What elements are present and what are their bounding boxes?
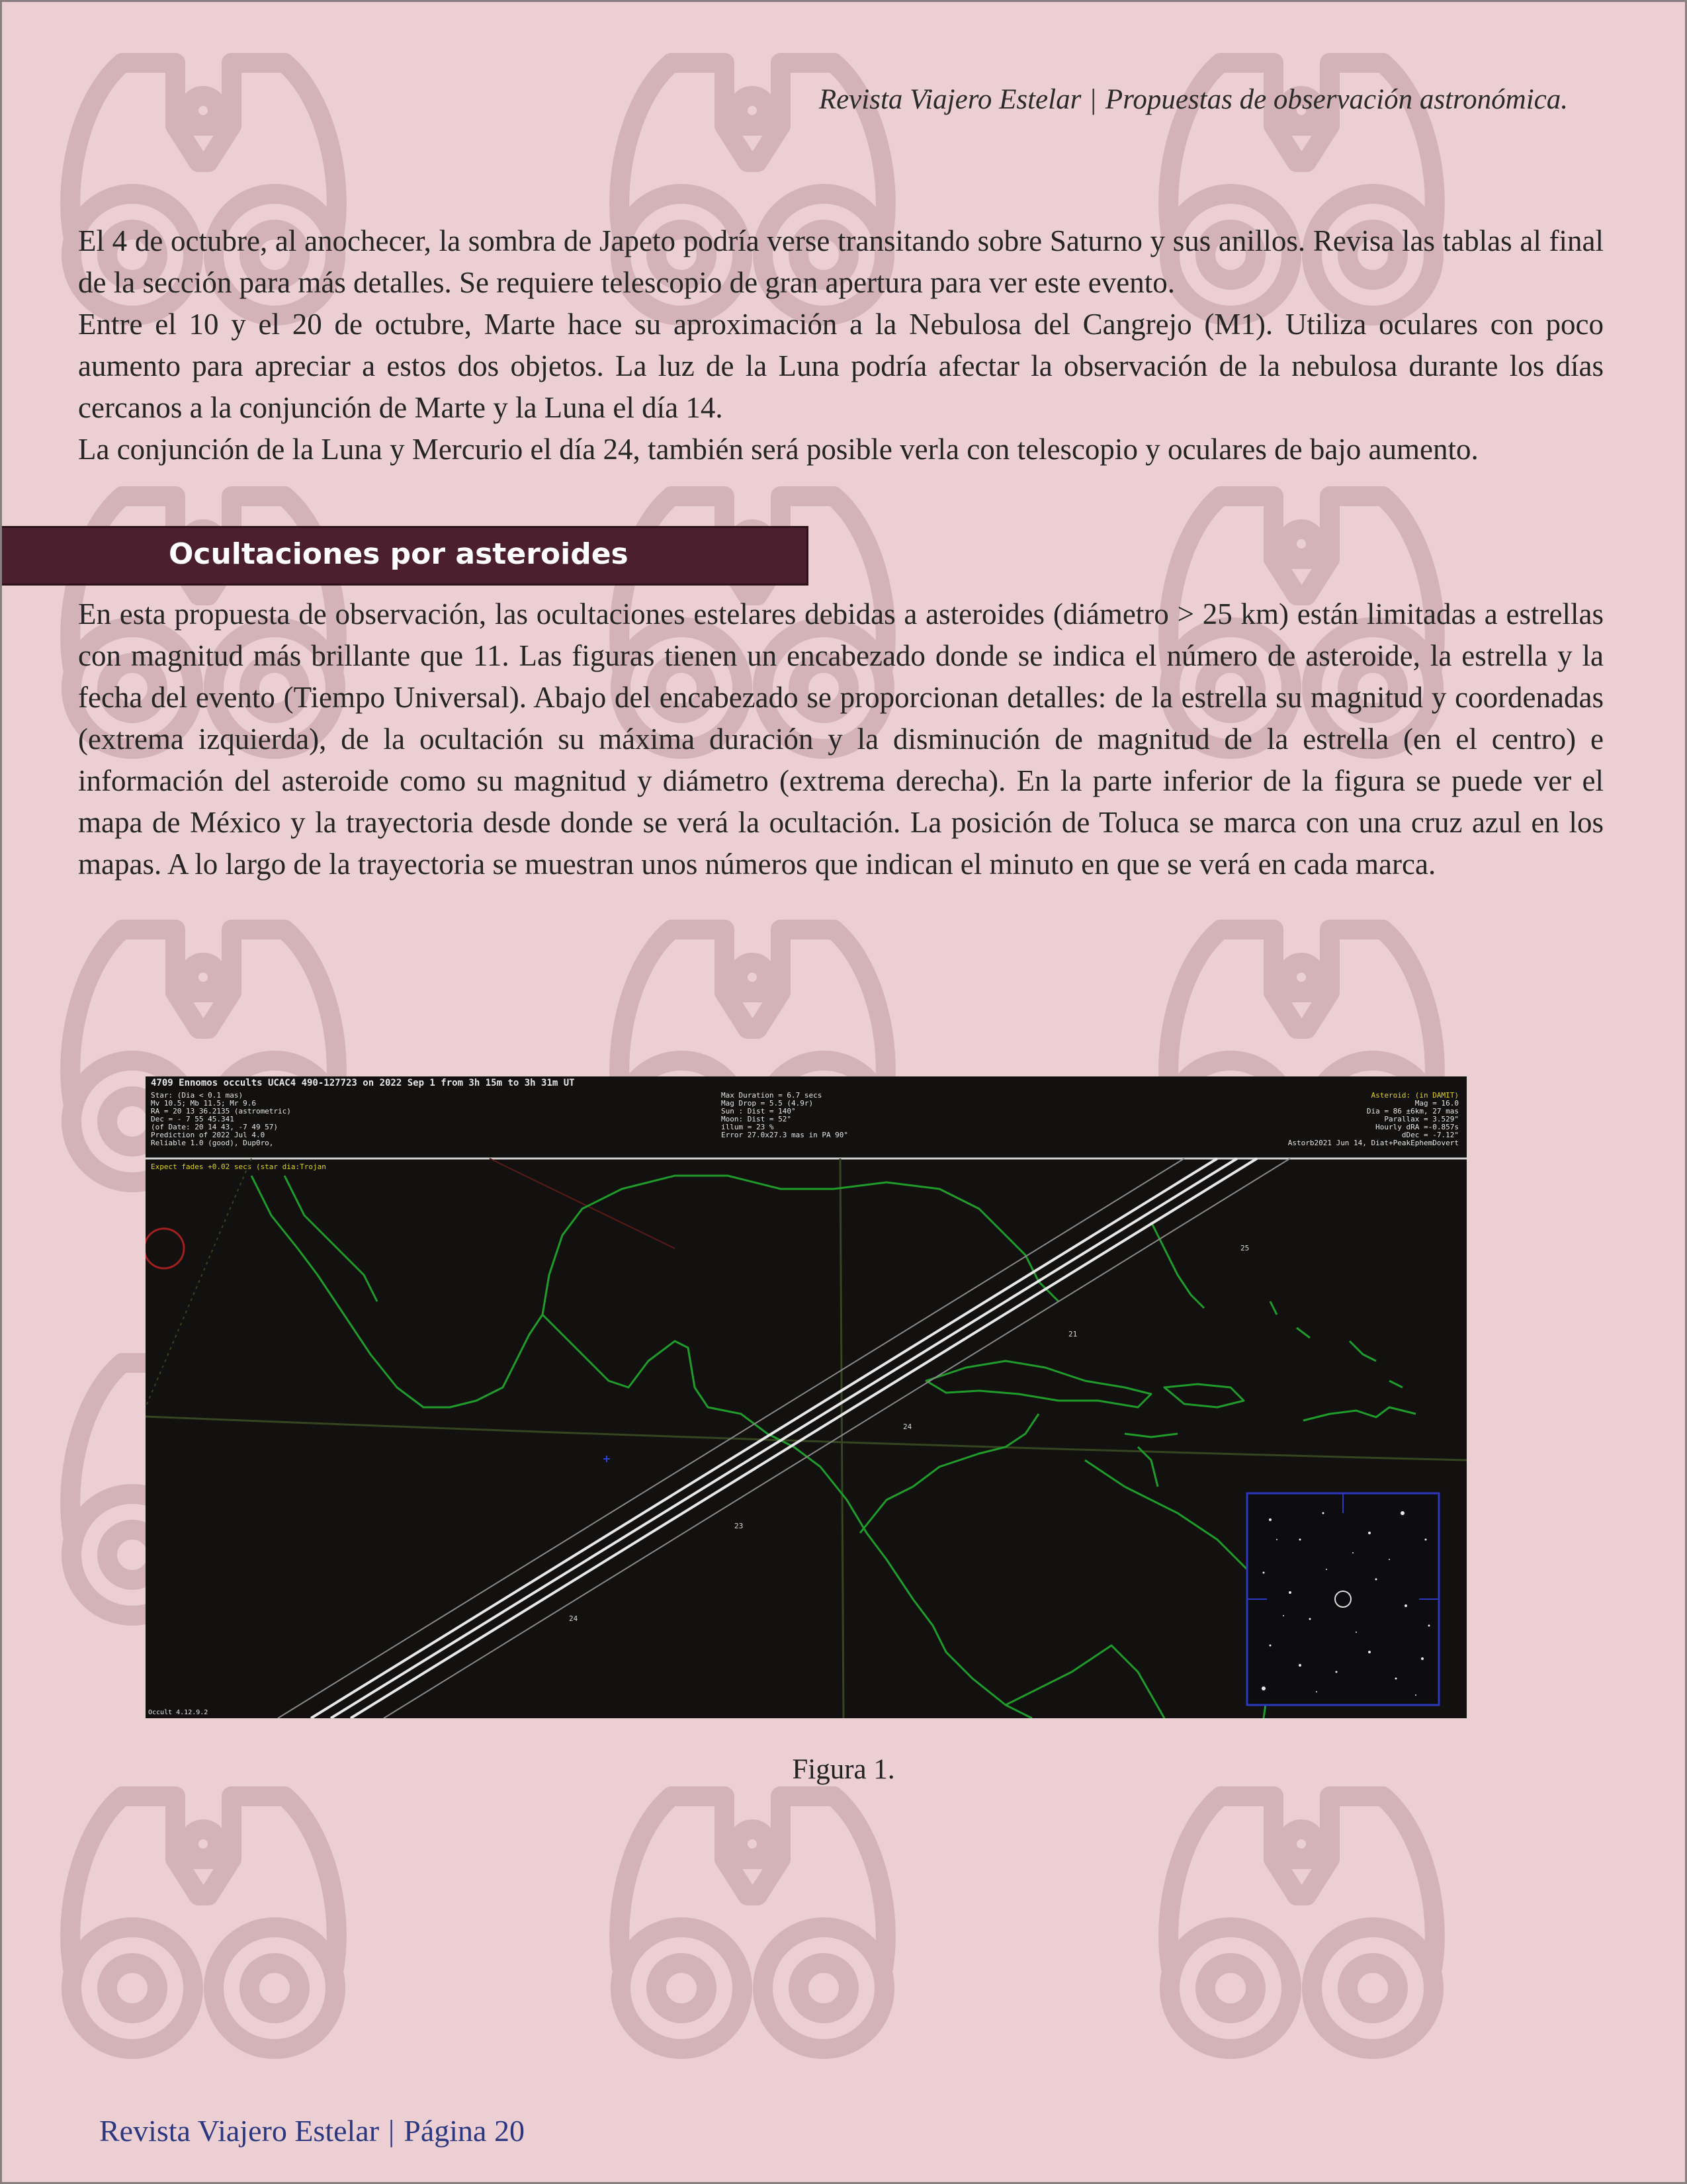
map-title: 4709 Ennomos occults UCAC4 490-127723 on 2022 Sep 1 from 3h 15m to 3h 31m UT xyxy=(151,1078,575,1088)
intro-text xyxy=(78,220,1604,470)
map-star-line: RA = 20 13 36.2135 (astrometric) xyxy=(151,1107,291,1115)
map-star-line: (of Date: 20 14 43, -7 49 57) xyxy=(151,1123,279,1131)
section-paragraph: En esta propuesta de observación, las ocultaciones estelares debidas a asteroides (diámetro > 25 km) están limitadas a estrellas con magnitud más brillante que 11. Las figuras tienen un encabezado donde se indica el número de asteroide, la estrella y la fecha del evento (Tiempo Universal). Abajo del encabezado se proporcionan detalles: de la estrella su magnitud y coordenadas (extrema izquierda), de la ocultación su máxima duración y la disminución de magnitud de la estrella (en el centro) e información del asteroide como su magnitud y diámetro (extrema derecha). En la parte inferior de la figura se puede ver el mapa de México y la trayectoria desde donde se verá la ocultación. La posición de Toluca se marca con una cruz azul en los mapas. A lo largo de la trayectoria se muestran unos números que indican el minuto en que se verá en cada marca. xyxy=(78,597,1604,881)
intro-paragraph: El 4 de octubre, al anochecer, la sombra de Japeto podría verse transitando sobre Saturno y sus anillos. Revisa las tablas al final de la sección para más detalles. Se requiere telescopio de gran apertura para ver este evento. xyxy=(78,224,1604,299)
map-event-line: Max Duration = 6.7 secs xyxy=(721,1091,822,1100)
occultation-map-figure xyxy=(146,1076,1467,1718)
map-asteroid-line: dDec = -7.12" xyxy=(1401,1131,1459,1139)
track-minute-label: 24 xyxy=(903,1422,912,1431)
map-asteroid-line: Mag = 16.0 xyxy=(1414,1099,1459,1108)
map-event-line: Moon: Dist = 52° xyxy=(721,1115,791,1123)
map-star-line: Prediction of 2022 Jul 4.0 xyxy=(151,1131,265,1139)
figure-caption: Figura 1. xyxy=(792,1754,895,1785)
track-minute-label: 21 xyxy=(1068,1330,1078,1338)
footer-magazine-title: Revista Viajero Estelar xyxy=(99,2114,380,2148)
map-asteroid-line: Asteroid: (in DAMIT) xyxy=(1371,1091,1459,1100)
map-star-line: Reliable 1.0 (good), Dup0ro, xyxy=(151,1139,274,1147)
star-chart-inset xyxy=(1247,1493,1439,1705)
track-minute-label: 23 xyxy=(734,1522,744,1530)
intro-paragraph: Entre el 10 y el 20 de octubre, Marte hace su aproximación a la Nebulosa del Cangrejo (M1). Utiliza oculares con poco aumento para apreciar a estos dos objetos. La luz de la Luna podría afectar la observación de la nebulosa durante los días cercanos a la conjunción de Marte y la Luna el día 14. xyxy=(78,308,1604,424)
map-event-line: illum = 23 % xyxy=(721,1123,774,1131)
footer-separator: | xyxy=(388,2114,395,2148)
map-asteroid-line: Hourly dRA =-0.857s xyxy=(1375,1123,1459,1131)
map-note: Expect fades +0.02 secs (star dia:Trojan xyxy=(151,1162,326,1171)
map-star-line: Star: (Dia < 0.1 mas) xyxy=(151,1091,243,1100)
section-text xyxy=(78,593,1604,885)
header-magazine-title: Revista Viajero Estelar xyxy=(818,84,1082,115)
map-software-label: Occult 4.12.9.2 xyxy=(148,1709,208,1716)
map-star-line: Mv 10.5; Mb 11.5; Mr 9.6 xyxy=(151,1099,256,1108)
map-asteroid-line: Parallax = 3.529" xyxy=(1384,1115,1459,1123)
header-section-title: Propuestas de observación astronómica. xyxy=(1105,84,1568,115)
section-heading-bar xyxy=(0,526,808,586)
map-star-line: Dec = - 7 55 45.341 xyxy=(151,1115,234,1123)
page-header xyxy=(819,83,1568,116)
map-event-line: Sun : Dist = 140° xyxy=(721,1107,796,1115)
map-asteroid-line: Astorb2021 Jun 14, Diat+PeakEphemDovert xyxy=(1287,1139,1459,1147)
map-asteroid-line: Dia = 86 ±6km, 27 mas xyxy=(1366,1107,1459,1115)
section-heading: Ocultaciones por asteroides xyxy=(169,537,628,571)
intro-paragraph: La conjunción de la Luna y Mercurio el día 24, también será posible verla con telescopio y oculares de bajo aumento. xyxy=(78,433,1479,466)
track-minute-label: 25 xyxy=(1240,1244,1250,1252)
page-number: Página 20 xyxy=(404,2114,525,2148)
track-minute-label: 24 xyxy=(569,1614,578,1623)
page-footer xyxy=(99,2113,525,2148)
header-separator: | xyxy=(1090,84,1096,115)
map-event-line: Mag Drop = 5.5 (4.9r) xyxy=(721,1099,814,1108)
map-event-line: Error 27.0x27.3 mas in PA 90° xyxy=(721,1131,849,1139)
